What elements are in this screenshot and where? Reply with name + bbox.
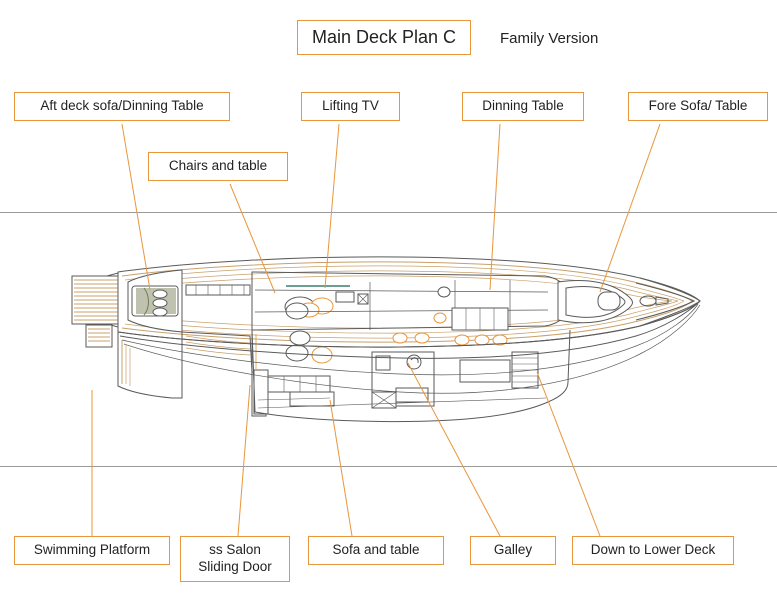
- label-lifting-tv[interactable]: Lifting TV: [301, 92, 400, 121]
- page-subtitle: Family Version: [500, 30, 599, 47]
- label-dinning-table[interactable]: Dinning Table: [462, 92, 584, 121]
- label-fore-sofa-table[interactable]: Fore Sofa/ Table: [628, 92, 768, 121]
- label-sofa-and-table[interactable]: Sofa and table: [308, 536, 444, 565]
- page-title: Main Deck Plan C: [297, 20, 471, 55]
- label-aft-deck-sofa-dinning-table[interactable]: Aft deck sofa/Dinning Table: [14, 92, 230, 121]
- label-swimming-platform[interactable]: Swimming Platform: [14, 536, 170, 565]
- label-ss-salon-sliding-door[interactable]: ss Salon Sliding Door: [180, 536, 290, 582]
- label-galley[interactable]: Galley: [470, 536, 556, 565]
- label-chairs-and-table[interactable]: Chairs and table: [148, 152, 288, 181]
- label-down-to-lower-deck[interactable]: Down to Lower Deck: [572, 536, 734, 565]
